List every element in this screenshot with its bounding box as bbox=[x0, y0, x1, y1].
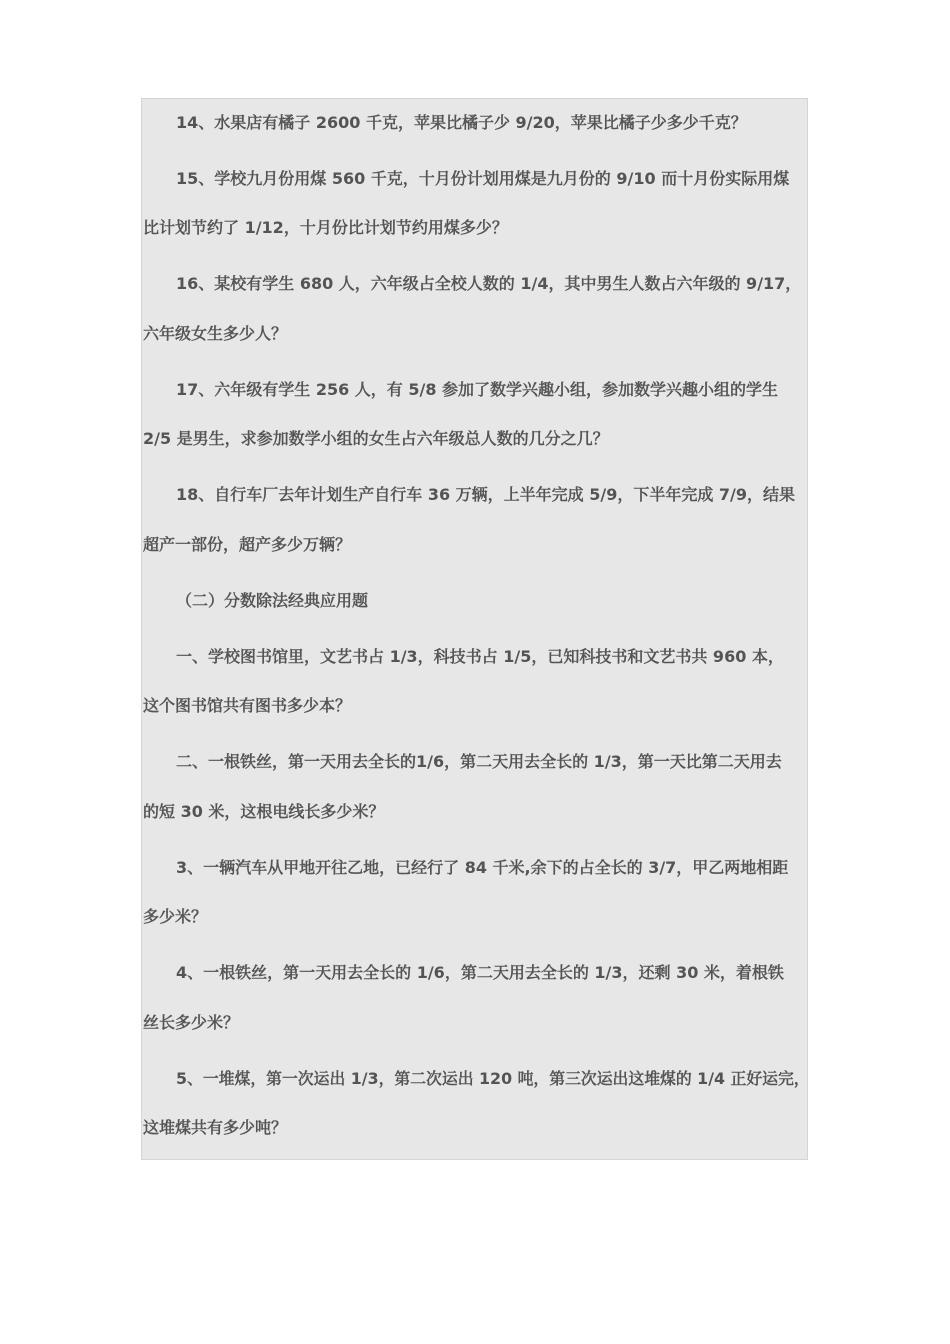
question-16-line-2: 六年级女生多少人？ bbox=[143, 324, 288, 343]
question-17-line-2: 2/5 是男生，求参加数学小组的女生占六年级总人数的几分之几？ bbox=[143, 429, 609, 448]
question-15-line-1: 15、学校九月份用煤 560 千克，十月份计划用煤是九月份的 9/10 而十月份实际用煤 bbox=[176, 169, 790, 188]
question-18-line-2: 超产一部份，超产多少万辆？ bbox=[143, 535, 352, 554]
question-18-line-1: 18、自行车厂去年计划生产自行车 36 万辆，上半年完成 5/9，下半年完成 7/9，结果 bbox=[176, 485, 796, 504]
division-question-4-line-2: 丝长多少米？ bbox=[143, 1013, 240, 1032]
section-heading: （二）分数除法经典应用题 bbox=[176, 591, 369, 610]
division-question-3-line-2: 多少米？ bbox=[143, 907, 208, 926]
question-15-line-2: 比计划节约了 1/12，十月份比计划节约用煤多少？ bbox=[143, 218, 508, 237]
question-14-line-1: 14、水果店有橘子 2600 千克，苹果比橘子少 9/20，苹果比橘子少多少千克？ bbox=[176, 113, 747, 132]
division-question-5-line-2: 这堆煤共有多少吨？ bbox=[143, 1118, 288, 1137]
division-question-3-line-1: 3、一辆汽车从甲地开往乙地，已经行了 84 千米,余下的占全长的 3/7，甲乙两地相距 bbox=[176, 858, 789, 877]
question-17-line-1: 17、六年级有学生 256 人，有 5/8 参加了数学兴趣小组，参加数学兴趣小组的学生 bbox=[176, 380, 779, 399]
division-question-2-line-2: 的短 30 米，这根电线长多少米？ bbox=[143, 802, 385, 821]
division-question-1-line-2: 这个图书馆共有图书多少本？ bbox=[143, 696, 352, 715]
division-question-4-line-1: 4、一根铁丝，第一天用去全长的 1/6，第二天用去全长的 1/3，还剩 30 米，着根铁 bbox=[176, 963, 784, 982]
question-16-line-1: 16、某校有学生 680 人，六年级占全校人数的 1/4，其中男生人数占六年级的 9/17， bbox=[176, 274, 802, 293]
division-question-5-line-1: 5、一堆煤，第一次运出 1/3，第二次运出 120 吨，第三次运出这堆煤的 1/4 正好运完， bbox=[176, 1069, 810, 1088]
content-panel bbox=[141, 98, 808, 1160]
division-question-1-line-1: 一、学校图书馆里，文艺书占 1/3，科技书占 1/5，已知科技书和文艺书共 960 本， bbox=[176, 647, 784, 666]
division-question-2-line-1: 二、一根铁丝，第一天用去全长的1/6，第二天用去全长的 1/3，第一天比第二天用去 bbox=[176, 752, 782, 771]
